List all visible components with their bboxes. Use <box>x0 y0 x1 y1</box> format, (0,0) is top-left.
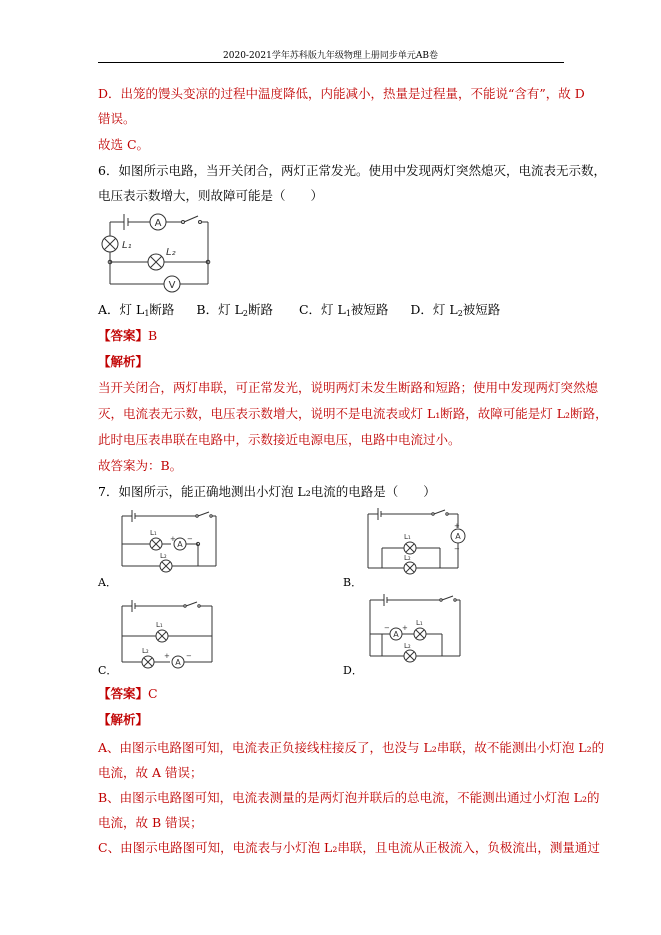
q6-options <box>98 302 500 322</box>
l2-label: L₂ <box>166 247 176 258</box>
q7-circuit-b <box>360 506 470 582</box>
svg-text:L₁: L₁ <box>404 533 411 541</box>
page-header: 2020-2021学年苏科版九年级物理上册同步单元AB卷 <box>223 51 438 61</box>
svg-text:A: A <box>455 532 461 541</box>
q7-circuit-d <box>364 592 474 670</box>
q7-circuit-a <box>116 508 226 580</box>
q6-option-a[interactable]: A．灯 $L_1$断路 <box>98 302 175 318</box>
svg-text:+: + <box>170 535 176 543</box>
svg-text:L₂: L₂ <box>160 552 167 560</box>
q7-stem: 7．如图所示，能正确地测出小灯泡 L₂电流的电路是（ ） <box>98 484 436 499</box>
q7-analysis-line3: B、由图示电路图可知，电流表测量的是两灯泡并联后的总电流，不能测出通过小灯泡 L₂的 <box>98 790 600 805</box>
q7-analysis-line1: A、由图示电路图可知，电流表正负接线柱接反了，也没与 L₂串联，故不能测出小灯泡 L₂的 <box>98 740 605 755</box>
q7-answer-line <box>98 686 158 702</box>
prev-explanation-line2: 错误。 <box>98 111 136 126</box>
svg-text:L₁: L₁ <box>156 621 163 629</box>
q7-analysis-tag: 【解析】 <box>98 712 149 727</box>
q7-analysis-line2: 电流，故 A 错误； <box>98 765 203 780</box>
q6-final-answer: 故答案为：B。 <box>98 458 183 473</box>
q6-answer-line <box>98 328 157 344</box>
svg-text:A: A <box>393 630 399 639</box>
answer-tag: 【答案】 <box>98 686 149 701</box>
q7-circuit-c <box>114 598 224 674</box>
q6-circuit-diagram <box>98 210 218 296</box>
q7-option-c-label[interactable]: C． <box>98 664 118 677</box>
q6-answer: B <box>148 328 158 343</box>
l1-label: L₁ <box>122 240 132 251</box>
q6-analysis-line2: 灭，电流表无示数，电压表示数增大，说明不是电流表或灯 L₁断路，故障可能是灯 L₂断路， <box>98 406 608 421</box>
q6-option-c[interactable]: C．灯 $L_1$被短路 <box>298 302 389 318</box>
q6-option-b[interactable]: B．灯 $L_2$断路 <box>196 302 273 318</box>
q7-analysis-line4: 电流，故 B 错误； <box>98 815 203 830</box>
prev-explanation-line1: D．出笼的馒头变凉的过程中温度降低，内能减小，热量是过程量，不能说“含有”，故 D <box>98 86 585 101</box>
svg-text:L₂: L₂ <box>142 647 149 655</box>
switch-icon <box>184 216 198 222</box>
svg-text:+: + <box>164 652 170 660</box>
answer-tag: 【答案】 <box>98 328 149 343</box>
q7-option-a-label[interactable]: A． <box>98 576 117 589</box>
q6-analysis-line3: 此时电压表串联在电路中，示数接近电源电压，电路中电流过小。 <box>98 432 461 447</box>
prev-answer: 故选 C。 <box>98 137 150 152</box>
svg-text:A: A <box>175 658 181 667</box>
voltmeter-label: V <box>168 280 176 291</box>
svg-text:−: − <box>384 624 390 632</box>
q6-analysis-line1: 当开关闭合，两灯串联，可正常发光，说明两灯未发生断路和短路；使用中发现两灯突然熄 <box>98 380 599 395</box>
ammeter-label: A <box>154 218 162 229</box>
svg-text:+: + <box>454 522 460 530</box>
q7-option-b-label[interactable]: B． <box>343 576 363 589</box>
q6-stem-line1: 6．如图所示电路，当开关闭合，两灯正常发光。使用中发现两灯突然熄灭，电流表无示数， <box>98 163 606 178</box>
svg-text:L₁: L₁ <box>416 619 423 627</box>
header-rule <box>98 62 564 63</box>
svg-text:L₂: L₂ <box>404 554 411 562</box>
svg-text:+: + <box>402 624 408 632</box>
q6-option-d[interactable]: D．灯 $L_2$被短路 <box>410 302 501 318</box>
svg-text:A: A <box>177 540 183 549</box>
q7-answer: C <box>148 686 158 701</box>
svg-text:L₂: L₂ <box>404 642 411 650</box>
q6-analysis-tag: 【解析】 <box>98 354 149 369</box>
svg-text:−: − <box>187 535 193 543</box>
q6-stem-line2: 电压表示数增大，则故障可能是（ ） <box>98 188 324 203</box>
q7-option-d-label[interactable]: D． <box>343 664 363 677</box>
q7-analysis-line5: C、由图示电路图可知，电流表与小灯泡 L₂串联，且电流从正极流入，负极流出，测量通过 <box>98 840 600 855</box>
svg-text:−: − <box>454 545 460 553</box>
svg-text:L₁: L₁ <box>150 529 157 537</box>
svg-text:−: − <box>186 652 192 660</box>
